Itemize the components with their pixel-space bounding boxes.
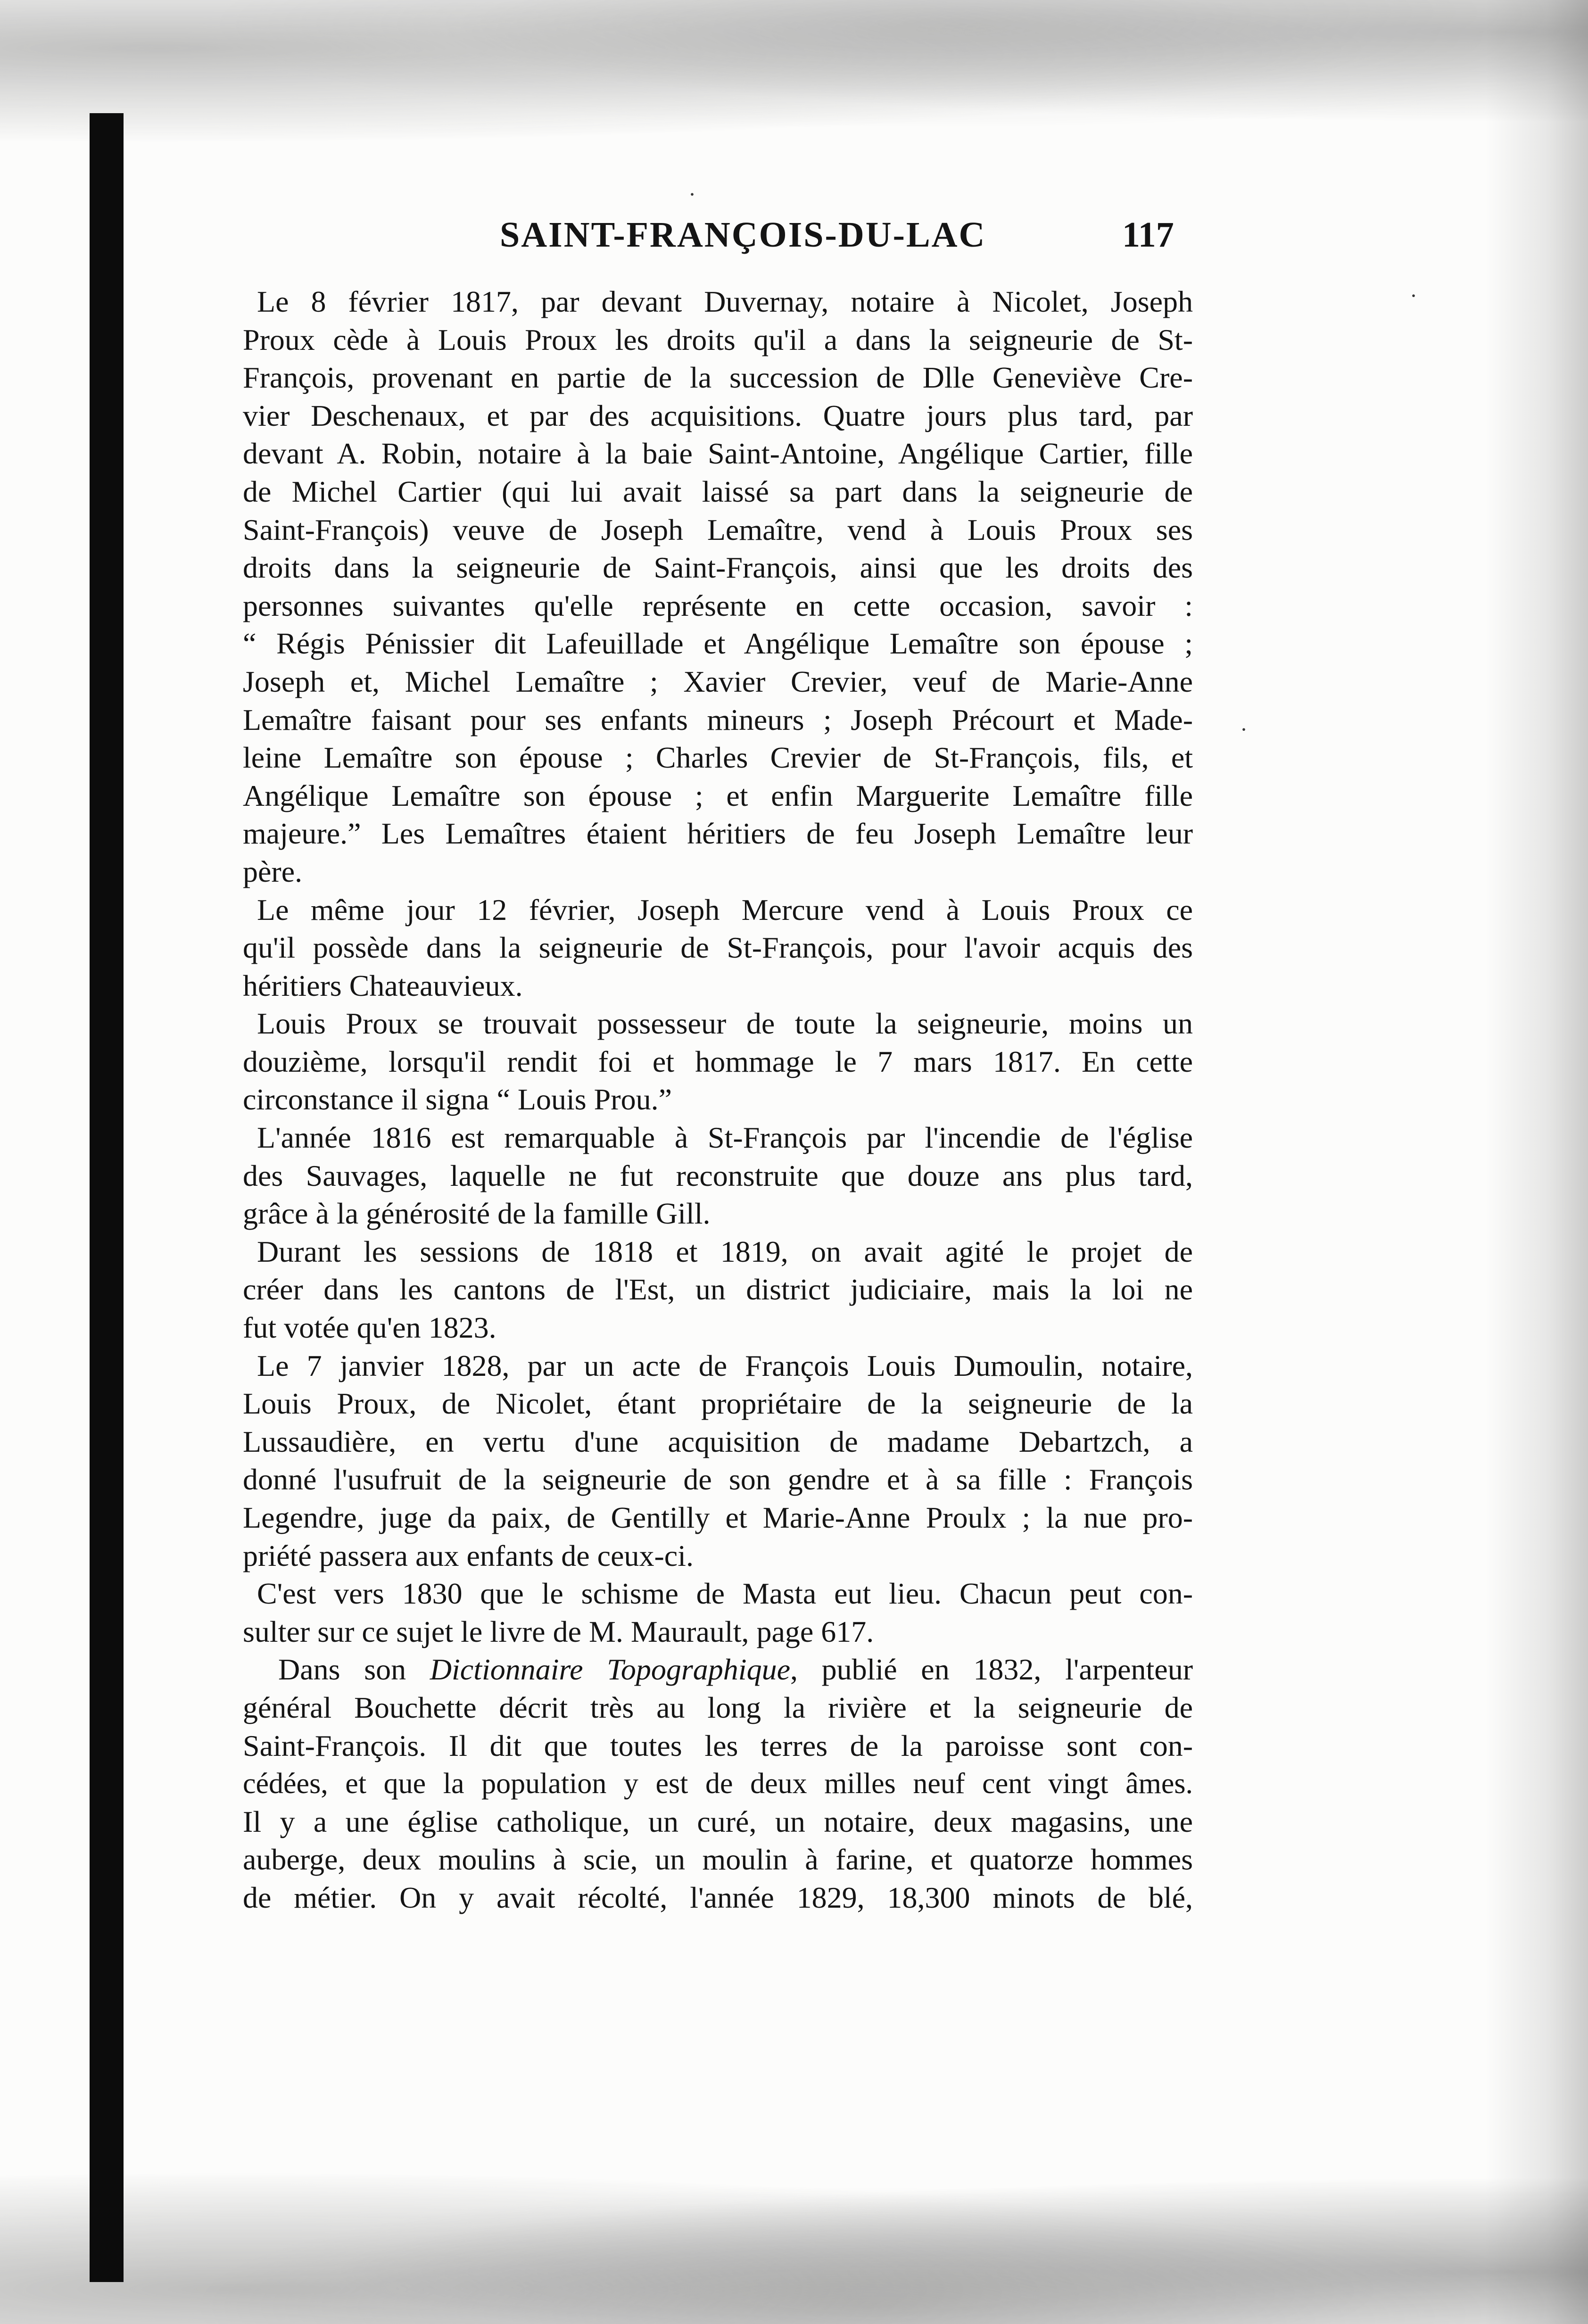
page-number: 117 [1122,215,1174,255]
text-line: de métier. On y avait récolté, l'année 1829, 18,300 minots de blé, [243,1880,1193,1914]
text-line: sulter sur ce sujet le livre de M. Maurault, page 617. [243,1614,874,1648]
text-line: qu'il possède dans la seigneurie de St-François, pour l'avoir acquis des [243,931,1193,965]
body-text [243,283,1193,1917]
text-line: Le même jour 12 février, Joseph Mercure vend à Louis Proux ce [257,893,1193,926]
text-line: personnes suivantes qu'elle représente en cette occasion, savoir : [243,588,1193,622]
scan-speck: · [1410,283,1417,308]
text-line: Joseph et, Michel Lemaître ; Xavier Crevier, veuf de Marie-Anne [243,664,1193,698]
text-line: Louis Proux se trouvait possesseur de toute la seigneurie, moins un [257,1007,1193,1041]
text-line: Proux cède à Louis Proux les droits qu'il a dans la seigneurie de St- [243,323,1193,356]
text-line: fut votée qu'en 1823. [243,1311,496,1345]
text-line: majeure.” Les Lemaîtres étaient héritiers de feu Joseph Lemaître leur [243,817,1193,851]
text-line: vier Deschenaux, et par des acquisitions. Quatre jours plus tard, par [243,398,1193,432]
text-line: Le 8 février 1817, par devant Duvernay, notaire à Nicolet, Joseph [257,285,1193,318]
text-line: droits dans la seigneurie de Saint-François, ainsi que les droits des [243,551,1193,585]
binding-edge [90,113,124,2282]
text-line: Saint-François. Il dit que toutes les terres de la paroisse sont con- [243,1729,1193,1762]
scan-speck: · [688,182,696,207]
text-line: général Bouchette décrit très au long la rivière et la seigneurie de [243,1690,1193,1724]
text-line: Louis Proux, de Nicolet, étant propriétaire de la seigneurie de la [243,1387,1193,1421]
text-line: François, provenant en partie de la succession de Dlle Geneviève Cre- [243,361,1193,395]
page-header-title: SAINT-FRANÇOIS-DU-LAC [500,215,986,255]
text-line: Le 7 janvier 1828, par un acte de François Louis Dumoulin, notaire, [257,1348,1193,1382]
text-line: Durant les sessions de 1818 et 1819, on avait agité le projet de [257,1234,1193,1268]
text-line: donné l'usufruit de la seigneurie de son gendre et à sa fille : François [243,1463,1193,1497]
scan-noise-top [0,0,1588,160]
text-line: douzième, lorsqu'il rendit foi et hommage le 7 mars 1817. En cette [243,1044,1193,1078]
text-line: priété passera aux enfants de ceux-ci. [243,1538,694,1572]
text-line: héritiers Chateauvieux. [243,968,523,1002]
text-line: C'est vers 1830 que le schisme de Masta eut lieu. Chacun peut con- [257,1577,1193,1611]
running-header [500,215,1207,266]
text-line: des Sauvages, laquelle ne fut reconstruite que douze ans plus tard, [243,1158,1193,1192]
text-line: L'année 1816 est remarquable à St-François par l'incendie de l'église [257,1121,1193,1155]
text-line: Il y a une église catholique, un curé, un notaire, deux magasins, une [243,1804,1193,1838]
text-line: père. [243,854,303,888]
text-line: leine Lemaître son épouse ; Charles Crevier de St-François, fils, et [243,741,1193,775]
text-line: de Michel Cartier (qui lui avait laissé sa part dans la seigneurie de [243,474,1193,508]
text-line: Saint-François) veuve de Joseph Lemaître, vend à Louis Proux ses [243,513,1193,546]
text-line: Legendre, juge da paix, de Gentilly et Marie-Anne Proulx ; la nue pro- [243,1501,1193,1534]
text-line: circonstance il signa “ Louis Prou.” [243,1083,672,1117]
text-line: Lemaître faisant pour ses enfants mineurs ; Joseph Précourt et Made- [243,703,1193,736]
text-line: Lussaudière, en vertu d'une acquisition de madame Debartzch, a [243,1424,1193,1458]
text-line: auberge, deux moulins à scie, un moulin à farine, et quatorze hommes [243,1843,1193,1877]
scan-speck: · [1240,717,1248,742]
text-line: cédées, et que la population y est de deux milles neuf cent vingt âmes. [243,1768,1193,1800]
text-line: devant A. Robin, notaire à la baie Saint-Antoine, Angélique Cartier, fille [243,437,1193,471]
scan-noise-bottom [0,2150,1588,2324]
text-line: “ Régis Pénissier dit Lafeuillade et Angélique Lemaître son épouse ; [243,627,1193,661]
text-line: Angélique Lemaître son épouse ; et enfin Marguerite Lemaître fille [243,778,1193,812]
scan-noise-right [1485,0,1588,2324]
text-line: Dans son Dictionnaire Topographique, publié en 1832, l'arpenteur [278,1653,1193,1687]
text-line: créer dans les cantons de l'Est, un district judiciaire, mais la loi ne [243,1273,1193,1307]
book-title: Dictionnaire Topographique [430,1653,790,1687]
text-line: grâce à la générosité de la famille Gill. [243,1197,711,1231]
